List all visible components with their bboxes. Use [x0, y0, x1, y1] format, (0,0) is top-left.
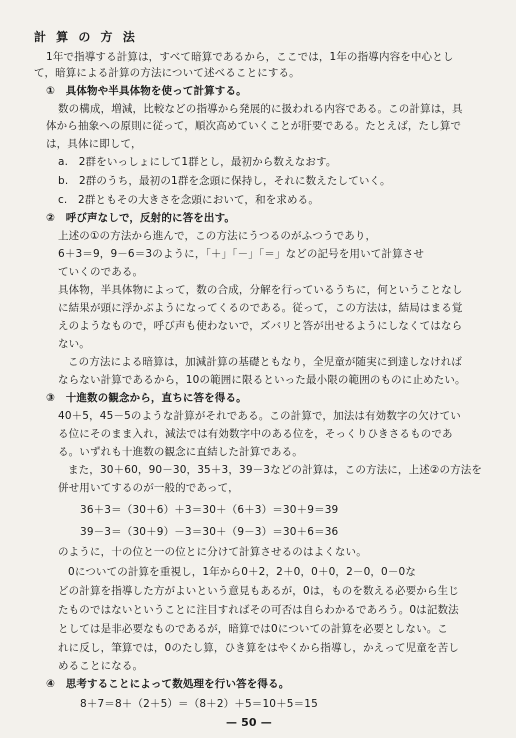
- section-3-line: る。いずれも十進数の観念に直結した計算である。: [58, 446, 303, 458]
- section-1-line: 数の構成，増減，比較などの指導から発展的に扱われる内容である。この計算は，具: [58, 103, 463, 115]
- section-2-line: ていくのである。: [58, 266, 144, 278]
- section-3-line: 40＋5，45－5のような計算がそれである。この計算で，加法は有効数字の欠けてい: [58, 410, 461, 422]
- section-3-after-line: れに反し，筆算では，0のたし算，ひき算をはやくから指導し，かえって児童を苦し: [58, 642, 459, 654]
- section-3-line: 併せ用いてするのが一般的であって，: [58, 482, 239, 494]
- section-2-line: えのようなもので，呼び声も使わないで，ズバリと答が出せるようにしなくてはなら: [58, 320, 463, 332]
- section-2-line: 6＋3＝9，9－6＝3のように，「＋」「－」「＝」などの記号を用いて計算させ: [58, 248, 425, 260]
- section-1-item-a: a. 2群をいっしょにして1群とし，最初から数えなおす。: [58, 156, 337, 168]
- section-2-line: 具体物，半具体物によって，数の合成，分解を行っているうちに，何ということなし: [58, 284, 463, 296]
- section-3-after-line: としては是非必要なものであるが，暗算では0についての計算を必要としない。こ: [58, 623, 449, 635]
- section-3-after-line: 0についての計算を重視し，1年から0＋2，2＋0，0＋0，2－0，0－0な: [68, 566, 417, 578]
- section-1-line: 体から抽象への原則に従って，順次高めていくことが肝要である。たとえば，たし算で: [46, 120, 462, 132]
- section-2-line: 上述の①の方法から進んで，この方法にうつるのがふつうであり，: [58, 230, 377, 242]
- section-1-line: は，具体に即して，: [46, 138, 142, 150]
- section-2-line: この方法による暗算は，加減計算の基礎ともなり，全児童が随実に到達しなければ: [68, 356, 463, 368]
- section-2-line: ならない計算であるから，10の範囲に限るといった最小限の範囲のものに止めたい。: [58, 374, 466, 386]
- section-3-line: また，30＋60，90－30，35＋3，39－3などの計算は，この方法に，上述②の方法を: [68, 464, 483, 476]
- page-title: 計 算 の 方 法: [34, 30, 138, 44]
- section-1-item-c: c. 2群ともその大きさを念頭において，和を求める。: [58, 194, 319, 206]
- section-1-heading: ① 具体物や半具体物を使って計算する。: [46, 85, 247, 97]
- intro-line-2: て，暗算による計算の方法について述べることにする。: [34, 67, 300, 79]
- section-4-heading: ④ 思考することによって数処理を行い答を得る。: [46, 678, 290, 690]
- section-3-after-line: のように，十の位と一の位とに分けて計算させるのはよくない。: [58, 546, 367, 558]
- section-3-heading: ③ 十進数の観念から，直ちに答を得る。: [46, 392, 247, 404]
- page-number: — 50 —: [226, 716, 272, 729]
- section-3-after-line: どの計算を指導した方がよいという意見もあるが，0は，ものを数える必要から生じ: [58, 585, 459, 597]
- section-3-after-line: たものではないということに注目すればその可否は自らわかるであろう。0は記数法: [58, 604, 459, 616]
- intro-line-1: 1年で指導する計算は，すべて暗算であるから，ここでは，1年の指導内容を中心とし: [46, 51, 454, 63]
- formula-addition: 36＋3＝（30＋6）＋3＝30＋（6＋3）＝30＋9＝39: [80, 504, 339, 516]
- formula-subtraction: 39－3＝（30＋9）－3＝30＋（9－3）＝30＋6＝36: [80, 526, 339, 538]
- section-2-line: に結果が頭に浮かぶようになってくるのである。従って，この方法は，結局はまる覚: [58, 302, 463, 314]
- section-2-heading: ② 呼び声なしで，反射的に答を出す。: [46, 212, 236, 224]
- section-3-after-line: めることになる。: [58, 660, 144, 672]
- section-2-line: ない。: [58, 338, 90, 350]
- formula-section-4: 8＋7＝8＋（2＋5）＝（8＋2）＋5＝10＋5＝15: [80, 698, 318, 710]
- section-1-item-b: b. 2群のうち，最初の1群を念頭に保持し，それに数えたしていく。: [58, 175, 391, 187]
- section-3-line: る位にそのまま入れ，減法では有効数字中のある位を，そっくりひきさるものであ: [58, 428, 453, 440]
